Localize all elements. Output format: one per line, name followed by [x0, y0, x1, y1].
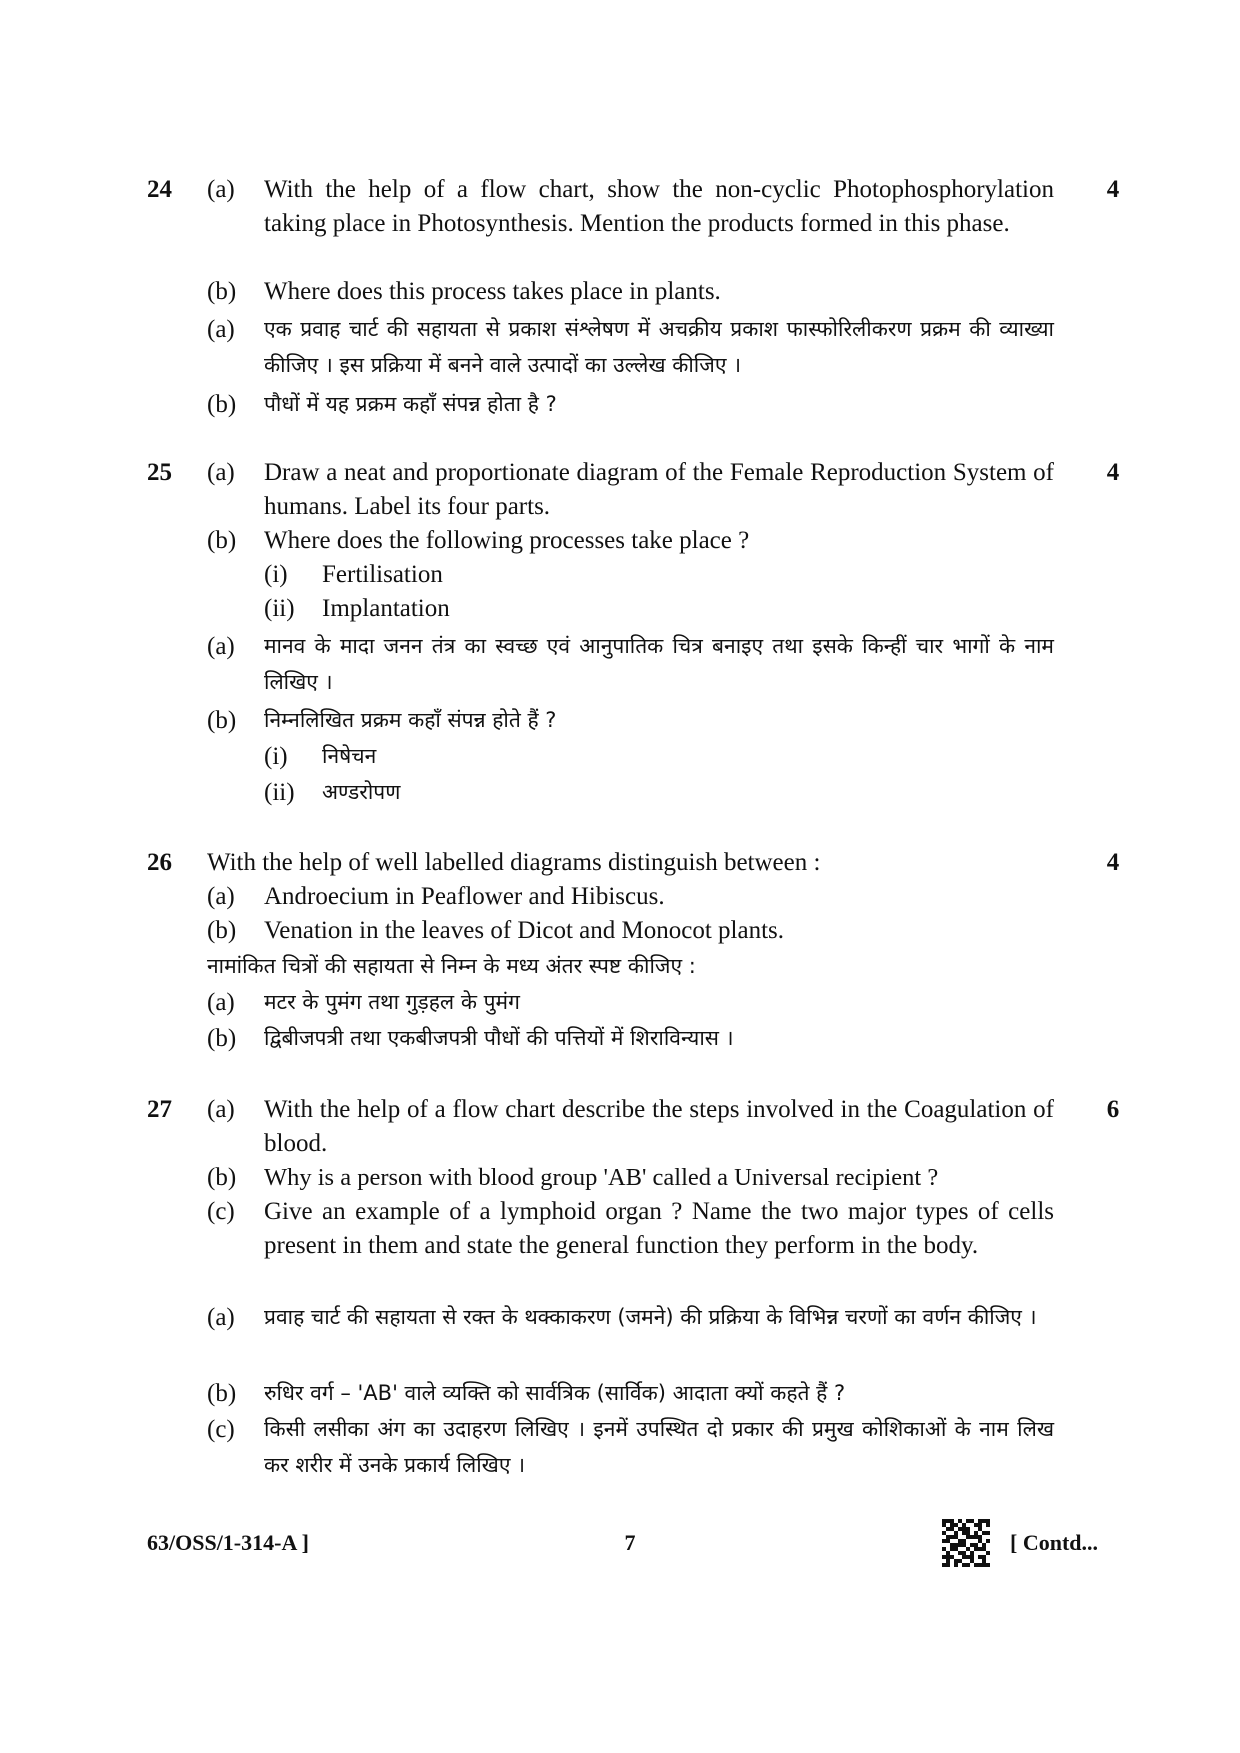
question-text-hindi-a: प्रवाह चार्ट की सहायता से रक्त के थक्काकरण (जमने) की प्रक्रिया के विभिन्न चरणों का वर्णन कीजिए । [264, 1305, 1037, 1329]
option-label: (a) [207, 1304, 235, 1331]
question-number: 24 [147, 176, 172, 203]
question-text-english-a: Androecium in Peaflower and Hibiscus. [264, 883, 665, 910]
continued-label: [ Contd... [1010, 1530, 1099, 1555]
question-number: 27 [147, 1096, 172, 1123]
question-text-hindi-a: मटर के पुमंग तथा गुड़हल के पुमंग [264, 990, 520, 1014]
question-text-hindi-a: एक प्रवाह चार्ट की सहायता से प्रकाश संश्लेषण में अचक्रीय प्रकाश फास्फोरिलीकरण प्रक्रम की व्याख्या कीजिए । इस प्रक्रिया में बनने वाले उत्पादों का उल्लेख कीजिए । [264, 317, 1054, 377]
question-text-english-b: Venation in the leaves of Dicot and Monocot plants. [264, 917, 785, 944]
sub-option-text: Fertilisation [322, 561, 443, 588]
option-label: (c) [207, 1198, 235, 1225]
sub-option-text: Implantation [322, 595, 450, 622]
question-marks: 4 [1106, 849, 1120, 876]
sub-option-text: अण्डरोपण [322, 780, 401, 804]
question-stem-english: With the help of well labelled diagrams distinguish between : [207, 849, 821, 876]
sub-option-label: (ii) [264, 595, 295, 622]
option-label: (b) [207, 707, 237, 734]
paper-code: 63/OSS/1-314-A ] [147, 1530, 309, 1555]
option-label: (b) [207, 1025, 237, 1052]
question-text-hindi-a: मानव के मादा जनन तंत्र का स्वच्छ एवं आनुपातिक चित्र बनाइए तथा इसके किन्हीं चार भागों के नाम लिखिए । [264, 634, 1054, 694]
option-label: (b) [207, 391, 237, 418]
question-text-english-a: With the help of a flow chart describe the steps involved in the Coagulation of blood. [264, 1096, 1054, 1157]
question-number: 25 [147, 459, 172, 486]
question-text-hindi-b: द्विबीजपत्री तथा एकबीजपत्री पौधों की पत्तियों में शिराविन्यास । [264, 1026, 734, 1050]
question-text-english-a: With the help of a flow chart, show the non-cyclic Photophosphorylation taking place in Photosynthesis. Mention the products formed in this phase. [264, 176, 1054, 237]
sub-option-label: (ii) [264, 779, 295, 806]
sub-option-label: (i) [264, 743, 288, 770]
question-text-english-b: Where does the following processes take place ? [264, 527, 750, 554]
option-label: (b) [207, 1380, 237, 1407]
page-footer [0, 1525, 1240, 1565]
option-label: (b) [207, 917, 237, 944]
question-marks: 4 [1106, 459, 1120, 486]
question-text-english-a: Draw a neat and proportionate diagram of the Female Reproduction System of humans. Label its four parts. [264, 459, 1054, 520]
page-number: 7 [624, 1530, 636, 1555]
option-label: (a) [207, 459, 235, 486]
question-text-hindi-b: पौधों में यह प्रक्रम कहाँ संपन्न होता है ? [264, 392, 557, 416]
option-label: (a) [207, 883, 235, 910]
option-label: (b) [207, 1164, 237, 1191]
question-text-english-b: Where does this process takes place in plants. [264, 278, 721, 305]
question-number: 26 [147, 849, 172, 876]
sub-option-text: निषेचन [322, 744, 377, 768]
question-stem-hindi: नामांकित चित्रों की सहायता से निम्न के मध्य अंतर स्पष्ट कीजिए : [207, 954, 696, 978]
option-label: (c) [207, 1416, 235, 1443]
option-label: (a) [207, 176, 235, 203]
option-label: (a) [207, 316, 235, 343]
option-label: (b) [207, 278, 237, 305]
option-label: (a) [207, 633, 235, 660]
question-marks: 6 [1106, 1096, 1120, 1123]
qr-code-icon [942, 1519, 990, 1567]
option-label: (a) [207, 989, 235, 1016]
question-text-english-c: Give an example of a lymphoid organ ? Name the two major types of cells present in them and state the general function they perform in the body. [264, 1198, 1054, 1259]
question-marks: 4 [1106, 176, 1120, 203]
question-text-hindi-b: रुधिर वर्ग – 'AB' वाले व्यक्ति को सार्वत्रिक (सार्विक) आदाता क्यों कहते हैं ? [264, 1381, 846, 1405]
option-label: (b) [207, 527, 237, 554]
question-text-english-b: Why is a person with blood group 'AB' called a Universal recipient ? [264, 1164, 939, 1191]
sub-option-label: (i) [264, 561, 288, 588]
question-text-hindi-b: निम्नलिखित प्रक्रम कहाँ संपन्न होते हैं ? [264, 708, 557, 732]
option-label: (a) [207, 1096, 235, 1123]
question-text-hindi-c: किसी लसीका अंग का उदाहरण लिखिए । इनमें उपस्थित दो प्रकार की प्रमुख कोशिकाओं के नाम लिख कर शरीर में उनके प्रकार्य लिखिए । [264, 1417, 1054, 1477]
